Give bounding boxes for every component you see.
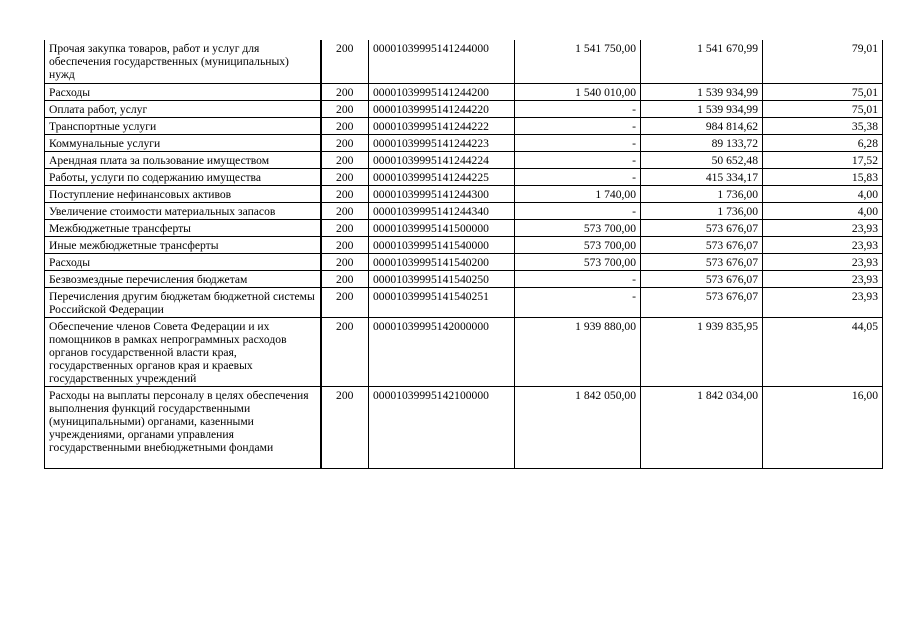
- row-name-cell: Иные межбюджетные трансферты: [45, 236, 321, 253]
- row-kbk-cell: 00001039995141540250: [369, 270, 515, 287]
- row-kbk-cell: 00001039995141244223: [369, 134, 515, 151]
- row-name-cell: Работы, услуги по содержанию имущества: [45, 168, 321, 185]
- row-plan-cell: 1 842 050,00: [515, 386, 641, 468]
- row-plan-cell: 573 700,00: [515, 219, 641, 236]
- table-row: [45, 134, 883, 151]
- row-kbk-cell: 00001039995141540000: [369, 236, 515, 253]
- row-name-cell: Коммунальные услуги: [45, 134, 321, 151]
- row-plan-cell: 573 700,00: [515, 236, 641, 253]
- row-kbk-cell: 00001039995142000000: [369, 317, 515, 386]
- row-code-cell: 200: [321, 253, 369, 270]
- row-plan-cell: 1 740,00: [515, 185, 641, 202]
- row-rest-cell: 16,00: [763, 386, 883, 468]
- row-code-cell: 200: [321, 151, 369, 168]
- table-row: [45, 83, 883, 100]
- row-kbk-cell: 00001039995141244200: [369, 83, 515, 100]
- table-row: [45, 317, 883, 386]
- row-plan-cell: -: [515, 134, 641, 151]
- row-fact-cell: 415 334,17: [641, 168, 763, 185]
- row-fact-cell: 1 539 934,99: [641, 83, 763, 100]
- row-name-cell: Обеспечение членов Совета Федерации и их помощников в рамках непрограммных расходов органов государственной власти края, государственных органов края и краевых государственных учреждений: [45, 317, 321, 386]
- row-code-cell: 200: [321, 202, 369, 219]
- row-name-cell: Транспортные услуги: [45, 117, 321, 134]
- row-fact-cell: 1 736,00: [641, 185, 763, 202]
- row-rest-cell: 23,93: [763, 236, 883, 253]
- row-name-cell: Арендная плата за пользование имуществом: [45, 151, 321, 168]
- row-rest-cell: 17,52: [763, 151, 883, 168]
- row-kbk-cell: 00001039995141500000: [369, 219, 515, 236]
- row-fact-cell: 1 842 034,00: [641, 386, 763, 468]
- table-row: [45, 40, 883, 83]
- row-fact-cell: 573 676,07: [641, 270, 763, 287]
- row-kbk-cell: 00001039995141244000: [369, 40, 515, 83]
- row-code-cell: 200: [321, 270, 369, 287]
- row-rest-cell: 35,38: [763, 117, 883, 134]
- row-plan-cell: -: [515, 202, 641, 219]
- table-row: [45, 100, 883, 117]
- row-fact-cell: 50 652,48: [641, 151, 763, 168]
- row-plan-cell: -: [515, 151, 641, 168]
- row-code-cell: 200: [321, 386, 369, 468]
- table-body: [45, 40, 883, 468]
- row-code-cell: 200: [321, 168, 369, 185]
- table-row: [45, 386, 883, 468]
- row-rest-cell: 6,28: [763, 134, 883, 151]
- row-kbk-cell: 00001039995142100000: [369, 386, 515, 468]
- row-kbk-cell: 00001039995141244220: [369, 100, 515, 117]
- row-plan-cell: -: [515, 117, 641, 134]
- row-kbk-cell: 00001039995141540251: [369, 287, 515, 317]
- row-rest-cell: 15,83: [763, 168, 883, 185]
- row-name-cell: Межбюджетные трансферты: [45, 219, 321, 236]
- row-code-cell: 200: [321, 219, 369, 236]
- row-name-cell: Поступление нефинансовых активов: [45, 185, 321, 202]
- row-code-cell: 200: [321, 134, 369, 151]
- row-rest-cell: 4,00: [763, 185, 883, 202]
- row-name-cell: Прочая закупка товаров, работ и услуг для обеспечения государственных (муниципальных) нужд: [45, 40, 321, 83]
- row-kbk-cell: 00001039995141244340: [369, 202, 515, 219]
- row-plan-cell: 1 541 750,00: [515, 40, 641, 83]
- row-name-cell: Расходы: [45, 253, 321, 270]
- table-row: [45, 219, 883, 236]
- row-name-cell: Перечисления другим бюджетам бюджетной системы Российской Федерации: [45, 287, 321, 317]
- row-code-cell: 200: [321, 236, 369, 253]
- row-plan-cell: -: [515, 287, 641, 317]
- row-name-cell: Расходы: [45, 83, 321, 100]
- row-plan-cell: -: [515, 270, 641, 287]
- row-rest-cell: 75,01: [763, 100, 883, 117]
- row-code-cell: 200: [321, 100, 369, 117]
- row-name-cell: Оплата работ, услуг: [45, 100, 321, 117]
- row-fact-cell: 573 676,07: [641, 236, 763, 253]
- table-row: [45, 151, 883, 168]
- row-plan-cell: 1 540 010,00: [515, 83, 641, 100]
- row-fact-cell: 573 676,07: [641, 253, 763, 270]
- row-kbk-cell: 00001039995141244300: [369, 185, 515, 202]
- row-code-cell: 200: [321, 83, 369, 100]
- row-rest-cell: 79,01: [763, 40, 883, 83]
- row-fact-cell: 1 539 934,99: [641, 100, 763, 117]
- table-row: [45, 253, 883, 270]
- row-rest-cell: 44,05: [763, 317, 883, 386]
- table-row: [45, 236, 883, 253]
- row-plan-cell: 573 700,00: [515, 253, 641, 270]
- row-name-cell: Увеличение стоимости материальных запасов: [45, 202, 321, 219]
- row-fact-cell: 984 814,62: [641, 117, 763, 134]
- row-fact-cell: 1 541 670,99: [641, 40, 763, 83]
- row-rest-cell: 23,93: [763, 253, 883, 270]
- row-code-cell: 200: [321, 117, 369, 134]
- row-plan-cell: -: [515, 100, 641, 117]
- row-fact-cell: 89 133,72: [641, 134, 763, 151]
- row-rest-cell: 23,93: [763, 270, 883, 287]
- row-name-cell: Расходы на выплаты персоналу в целях обеспечения выполнения функций государственными (муниципальными) органами, казенными учреждениями, органами управления государственными внебюджетными фондами: [45, 386, 321, 468]
- table-row: [45, 287, 883, 317]
- row-rest-cell: 4,00: [763, 202, 883, 219]
- row-plan-cell: 1 939 880,00: [515, 317, 641, 386]
- table-row: [45, 270, 883, 287]
- table-row: [45, 168, 883, 185]
- row-name-cell: Безвозмездные перечисления бюджетам: [45, 270, 321, 287]
- row-fact-cell: 1 736,00: [641, 202, 763, 219]
- row-fact-cell: 573 676,07: [641, 287, 763, 317]
- row-fact-cell: 1 939 835,95: [641, 317, 763, 386]
- row-rest-cell: 23,93: [763, 219, 883, 236]
- row-rest-cell: 23,93: [763, 287, 883, 317]
- row-plan-cell: -: [515, 168, 641, 185]
- row-code-cell: 200: [321, 40, 369, 83]
- row-code-cell: 200: [321, 185, 369, 202]
- row-fact-cell: 573 676,07: [641, 219, 763, 236]
- row-code-cell: 200: [321, 287, 369, 317]
- row-kbk-cell: 00001039995141540200: [369, 253, 515, 270]
- row-code-cell: 200: [321, 317, 369, 386]
- row-rest-cell: 75,01: [763, 83, 883, 100]
- row-kbk-cell: 00001039995141244222: [369, 117, 515, 134]
- table-row: [45, 185, 883, 202]
- table-row: [45, 202, 883, 219]
- table-row: [45, 117, 883, 134]
- row-kbk-cell: 00001039995141244225: [369, 168, 515, 185]
- row-kbk-cell: 00001039995141244224: [369, 151, 515, 168]
- budget-execution-table: [44, 40, 883, 469]
